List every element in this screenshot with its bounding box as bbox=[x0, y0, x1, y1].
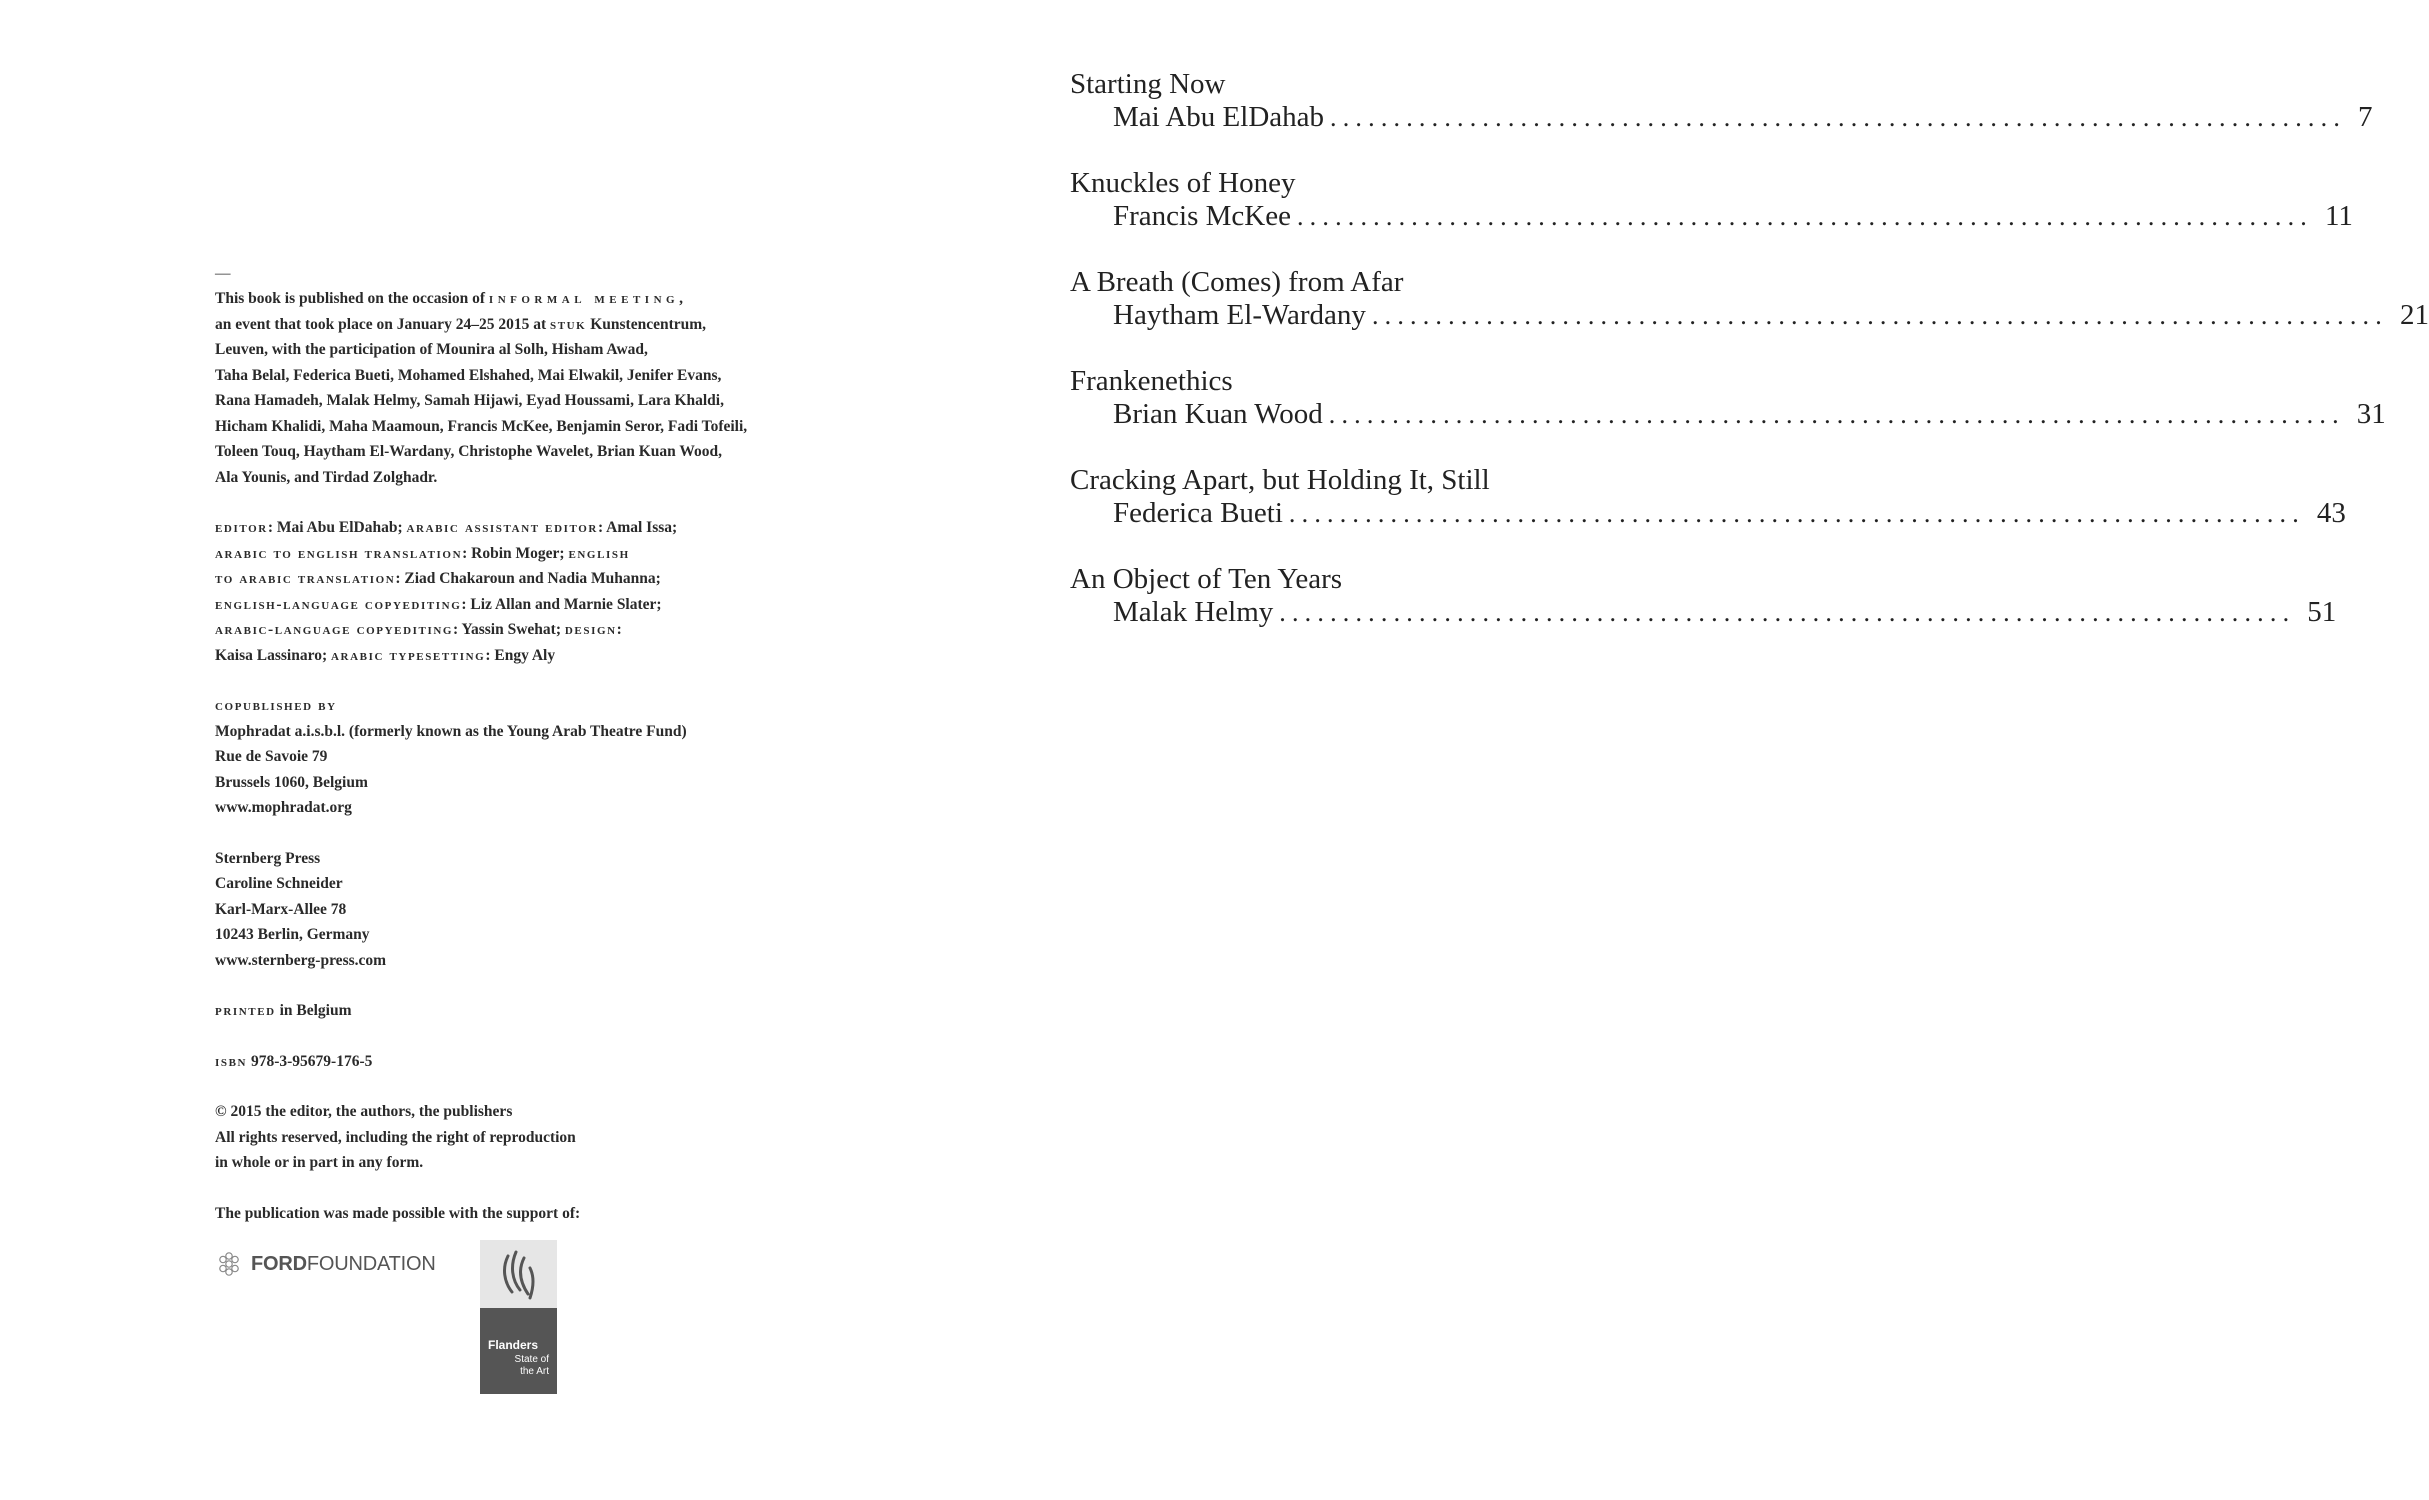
credit-label: editor bbox=[215, 519, 268, 536]
publisher-line: Caroline Schneider bbox=[215, 875, 343, 892]
publisher-line: Karl-Marx-Allee 78 bbox=[215, 900, 347, 918]
participants-line: Hicham Khalidi, Maha Maamoun, Francis McKee, Benjamin Seror, Fadi Tofeili, bbox=[215, 417, 748, 435]
copublished-label: copublished by bbox=[215, 697, 337, 714]
publisher-line: 10243 Berlin, Germany bbox=[215, 926, 370, 943]
participants-line: Leuven, with the participation of Mounira al Solh, Hisham Awad, bbox=[215, 341, 648, 358]
sponsor-logos bbox=[215, 1240, 615, 1400]
toc-entry bbox=[1070, 563, 2337, 662]
publisher-url: www.mophradat.org bbox=[215, 799, 352, 816]
credit-label: arabic-language copyediting bbox=[215, 621, 454, 638]
support-line: The publication was made possible with the support of: bbox=[215, 1204, 581, 1222]
toc-entry bbox=[1070, 167, 2353, 266]
venue-name: stuk bbox=[549, 315, 587, 333]
flanders-label-box bbox=[480, 1308, 557, 1394]
publisher-url: www.sternberg-press.com bbox=[215, 951, 387, 969]
toc-entry bbox=[1070, 464, 2346, 563]
credit-label: design bbox=[564, 621, 617, 638]
printed-line: printed in Belgium bbox=[215, 1002, 352, 1019]
isbn-line: isbn 978-3-95679-176-5 bbox=[215, 1052, 373, 1070]
colophon bbox=[215, 264, 895, 1226]
toc-page-number: 43 bbox=[2316, 497, 2346, 529]
dash: — bbox=[215, 265, 231, 282]
copyright-line: in whole or in part in any form. bbox=[215, 1154, 424, 1171]
toc-leader-dots: ................................................................................ bbox=[1330, 103, 2347, 132]
toc-author: Mai Abu ElDahab bbox=[1113, 101, 1325, 133]
flanders-logo bbox=[480, 1240, 557, 1394]
publisher-block bbox=[215, 846, 895, 974]
table-of-contents bbox=[1070, 68, 2429, 662]
toc-leader-dots: ................................................................................ bbox=[1328, 400, 2345, 429]
toc-page-number: 11 bbox=[2324, 200, 2353, 232]
intro-text: This book is published on the occasion of bbox=[215, 290, 489, 307]
toc-page-number: 51 bbox=[2307, 596, 2337, 628]
participants-line: Rana Hamadeh, Malak Helmy, Samah Hijawi, Eyad Houssami, Lara Khaldi, bbox=[215, 392, 724, 409]
toc-page-number: 31 bbox=[2356, 398, 2386, 430]
credit-label: arabic assistant editor bbox=[406, 519, 598, 536]
toc-title: Starting Now bbox=[1070, 68, 1226, 100]
credits: editor: Mai Abu ElDahab; arabic assistant editor: Amal Issa; arabic to english translation: Robin Moger; english to arabic translation: Ziad Chakaroun and Nadia Muhanna; english-language copyediting: Liz Allan and Marnie Slater; arabic-language copyediting: Yassin Swehat; design: Kaisa Lassinaro; arabic typesetting: Engy Aly bbox=[215, 519, 678, 664]
flanders-name: Flanders bbox=[488, 1338, 539, 1352]
toc-leader-dots: ................................................................................ bbox=[1296, 202, 2313, 231]
credit-label: to arabic translation bbox=[215, 570, 396, 587]
ford-foundation-logo bbox=[215, 1250, 436, 1278]
toc-title: An Object of Ten Years bbox=[1070, 563, 1343, 595]
ford-foundation-wordmark: FORDFOUNDATION bbox=[251, 1252, 436, 1275]
publisher-line: Rue de Savoie 79 bbox=[215, 748, 328, 765]
copyright-line: © 2015 the editor, the authors, the publishers bbox=[215, 1103, 513, 1120]
event-name: informal meeting bbox=[488, 290, 680, 307]
credit-label: arabic typesetting bbox=[331, 646, 486, 664]
credit-label: english bbox=[568, 544, 630, 562]
ford-foundation-icon bbox=[215, 1250, 243, 1278]
toc-leader-dots: ................................................................................ bbox=[1288, 499, 2305, 528]
toc-entry bbox=[1070, 365, 2386, 464]
toc-author: Brian Kuan Wood bbox=[1113, 398, 1323, 430]
participants-line: Ala Younis, and Tirdad Zolghadr. bbox=[215, 468, 438, 486]
toc-leader-dots: ................................................................................ bbox=[1371, 301, 2388, 330]
publisher-line: Brussels 1060, Belgium bbox=[215, 773, 368, 791]
copublished-block bbox=[215, 693, 895, 821]
flanders-lion-icon bbox=[498, 1248, 540, 1308]
publication-occasion: This book is published on the occasion of informal meeting, an event that took place on January 24–25 2015 at stuk Kunstencentrum, Leuven, with the participation of Mounira al Solh, Hisham Awad, Taha Belal, Federica Bueti, Mohamed Elshahed, Mai Elwakil, Jenifer Evans, Rana Hamadeh, Malak Helmy, Samah Hijawi, Eyad Houssami, Lara Khaldi, Hicham Khalidi, Maha Maamoun, Francis McKee, Benjamin Seror, Fadi Tofeili, Toleen Touq, Haytham El-Wardany, Christophe Wavelet, Brian Kuan Wood, Ala Younis, and Tirdad Zolghadr. bbox=[215, 286, 895, 490]
toc-page-number: 7 bbox=[2358, 101, 2373, 133]
toc-entry bbox=[1070, 68, 2373, 167]
toc-author: Haytham El-Wardany bbox=[1113, 299, 1366, 331]
toc-title: Cracking Apart, but Holding It, Still bbox=[1070, 464, 1490, 496]
copyright-block bbox=[215, 1099, 895, 1176]
toc-title: Knuckles of Honey bbox=[1070, 167, 1296, 199]
toc-page-number: 21 bbox=[2399, 299, 2429, 331]
toc-leader-dots: ................................................................................ bbox=[1279, 598, 2296, 627]
publisher-line: Mophradat a.i.s.b.l. (formerly known as the Young Arab Theatre Fund) bbox=[215, 722, 687, 740]
copyright-line: All rights reserved, including the right of reproduction bbox=[215, 1128, 576, 1146]
toc-title: Frankenethics bbox=[1070, 365, 1233, 397]
credit-label: english-language copyediting bbox=[215, 595, 462, 613]
participants-line: Taha Belal, Federica Bueti, Mohamed Elshahed, Mai Elwakil, Jenifer Evans, bbox=[215, 366, 722, 384]
credit-label: arabic to english translation bbox=[215, 544, 463, 562]
toc-author: Malak Helmy bbox=[1113, 596, 1274, 628]
toc-author: Federica Bueti bbox=[1113, 497, 1283, 529]
flanders-tagline: State of the Art bbox=[514, 1354, 549, 1377]
toc-entry bbox=[1070, 266, 2429, 365]
participants-line: Toleen Touq, Haytham El-Wardany, Christophe Wavelet, Brian Kuan Wood, bbox=[215, 443, 723, 460]
toc-title: A Breath (Comes) from Afar bbox=[1070, 266, 1404, 298]
publisher-line: Sternberg Press bbox=[215, 849, 321, 867]
toc-author: Francis McKee bbox=[1113, 200, 1291, 232]
